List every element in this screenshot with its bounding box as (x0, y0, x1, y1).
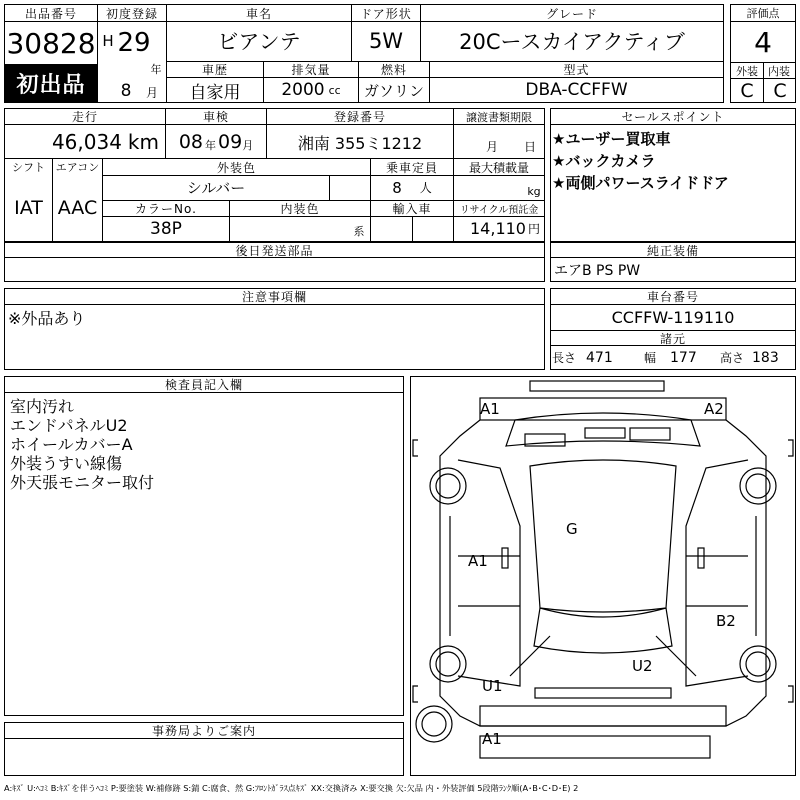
capacity-label: 乗車定員 (385, 160, 438, 175)
mark-roof: G (566, 520, 578, 538)
length (552, 347, 632, 368)
ac-label: エアコン (55, 161, 100, 174)
office-notice-title: 事務局よりご案内 (151, 724, 256, 738)
first-reg-month: 8 (120, 81, 132, 101)
sales-point-title: セールスポイント (621, 110, 725, 124)
car-name-label: 車名 (245, 7, 272, 21)
int-color-label: 内装色 (280, 202, 320, 216)
capacity (371, 176, 453, 199)
inspector-note: 外天張モニター取付 (10, 473, 155, 492)
model-label: 型式 (563, 63, 590, 77)
car-diagram (410, 376, 796, 776)
load-unit: kg (527, 184, 541, 198)
first-reg-year-unit: 年 (150, 63, 162, 76)
length-value: 471 (586, 349, 613, 366)
mark-spare: A1 (482, 730, 502, 748)
exterior-grade: C (740, 79, 754, 102)
transfer-day-unit: 日 (523, 139, 536, 154)
registration-label: 登録番号 (333, 110, 386, 124)
exterior-grade-label: 外装 (736, 64, 758, 78)
first-reg-month-unit: 月 (145, 85, 158, 100)
displacement-label: 排気量 (291, 63, 331, 77)
mark-left-door: A1 (468, 552, 488, 570)
lot-label: 出品番号 (24, 7, 77, 21)
sales-point-item: ★バックカメラ (552, 152, 656, 170)
displacement-value: 2000 (281, 80, 325, 100)
legend: A:ｷｽﾞ U:ﾍｺﾐ B:ｷｽﾞを伴うﾍｺﾐ P:要塗装 W:補修跡 S:錆 C:腐食、然 G:ﾌﾛﾝﾄｶﾞﾗｽ点ｷｽﾞ XX:交換済み X:要交換 欠:欠品 内・外装評価 5段階ﾗﾝｸ順(A･B･C･D･E) 2 (4, 782, 579, 793)
inspection-year: 08 (178, 131, 203, 153)
chassis-title: 車台番号 (646, 290, 699, 304)
caution-title: 注意事項欄 (241, 290, 307, 304)
displacement (264, 78, 358, 102)
capacity-value: 8 (392, 178, 402, 197)
transfer-doc-label: 譲渡書類期限 (466, 110, 532, 124)
fuel-label: 燃料 (380, 63, 407, 77)
registration-number: 湘南 355ミ1212 (297, 133, 423, 153)
ac: AAC (57, 197, 98, 219)
equipment-value: エアB PS PW (554, 262, 641, 279)
mark-rear-panel: U2 (632, 657, 653, 675)
ext-color: シルバー (186, 179, 246, 197)
load-label: 最大積載量 (468, 160, 529, 175)
mileage (5, 126, 165, 158)
fuel: ガソリン (363, 81, 424, 100)
height-value: 183 (752, 349, 779, 366)
inspection-date (166, 126, 266, 158)
color-no-label: カラーNo. (135, 202, 197, 216)
sales-point-item: ★両側パワースライドドア (552, 174, 729, 192)
height (720, 347, 796, 368)
mileage-unit: km (127, 130, 159, 154)
height-label: 高さ (720, 351, 745, 365)
inspection-label: 車検 (202, 110, 229, 124)
inspector-note: 外装うすい線傷 (10, 454, 123, 473)
dims-title: 諸元 (659, 331, 686, 345)
mark-rear-left: U1 (482, 677, 503, 695)
equipment-title: 純正装備 (646, 243, 699, 257)
recycle (454, 217, 544, 240)
shift-label: シフト (12, 161, 45, 174)
door-label: ドア形状 (360, 7, 412, 21)
inspector-note: エンドパネルU2 (10, 416, 128, 435)
inspector-note: ホイールカバーA (10, 435, 133, 454)
ext-color-label: 外装色 (216, 160, 256, 175)
score-label: 評価点 (746, 7, 780, 20)
history: 自家用 (189, 82, 241, 102)
inspection-month-unit: 月 (242, 139, 254, 152)
debut-badge: 初出品 (4, 64, 98, 103)
displacement-unit: cc (328, 83, 341, 97)
shift: IAT (14, 197, 43, 219)
import-label: 輸入車 (392, 202, 432, 216)
interior-grade-label: 内装 (768, 64, 790, 78)
car-name: ビアンテ (217, 30, 301, 54)
capacity-unit: 人 (419, 181, 432, 195)
first-reg-year: 29 (117, 28, 151, 58)
mark-right-rear: B2 (716, 612, 736, 630)
mark-front-right: A2 (704, 400, 724, 418)
first-reg-label: 初度登録 (105, 7, 158, 21)
later-parts-title: 後日発送部品 (235, 243, 314, 257)
recycle-unit: 円 (527, 222, 540, 236)
width (644, 347, 714, 368)
door-type: 5W (368, 29, 404, 53)
inspection-year-unit: 年 (205, 139, 216, 152)
model: DBA-CCFFW (525, 80, 628, 100)
history-label: 車歴 (201, 63, 228, 77)
interior-grade: C (773, 79, 787, 102)
score-value: 4 (754, 25, 772, 59)
recycle-value: 14,110 (470, 219, 526, 238)
color-no: 38P (150, 218, 182, 239)
mileage-label: 走行 (71, 110, 98, 124)
lot-number: 30828 (6, 26, 96, 60)
transfer-month-unit: 月 (485, 139, 498, 154)
grade-label: グレード (545, 7, 598, 21)
inspector-notes-title: 検査員記入欄 (164, 378, 243, 392)
mileage-value: 46,034 (51, 130, 122, 154)
length-label: 長さ (552, 351, 577, 365)
width-value: 177 (670, 349, 697, 366)
chassis-number: CCFFW-119110 (611, 307, 735, 327)
width-label: 幅 (644, 351, 657, 365)
recycle-label: リサイクル預託金 (459, 205, 539, 216)
mark-front-left: A1 (480, 400, 500, 418)
first-reg-era: H (102, 32, 114, 50)
grade: 20Cースカイアクティブ (459, 30, 685, 54)
inspector-note: 室内汚れ (10, 397, 75, 416)
int-color-unit: 系 (353, 225, 365, 238)
inspection-month: 09 (218, 131, 243, 153)
caution-text: ※外品あり (8, 308, 86, 328)
sales-point-item: ★ユーザー買取車 (552, 130, 671, 148)
